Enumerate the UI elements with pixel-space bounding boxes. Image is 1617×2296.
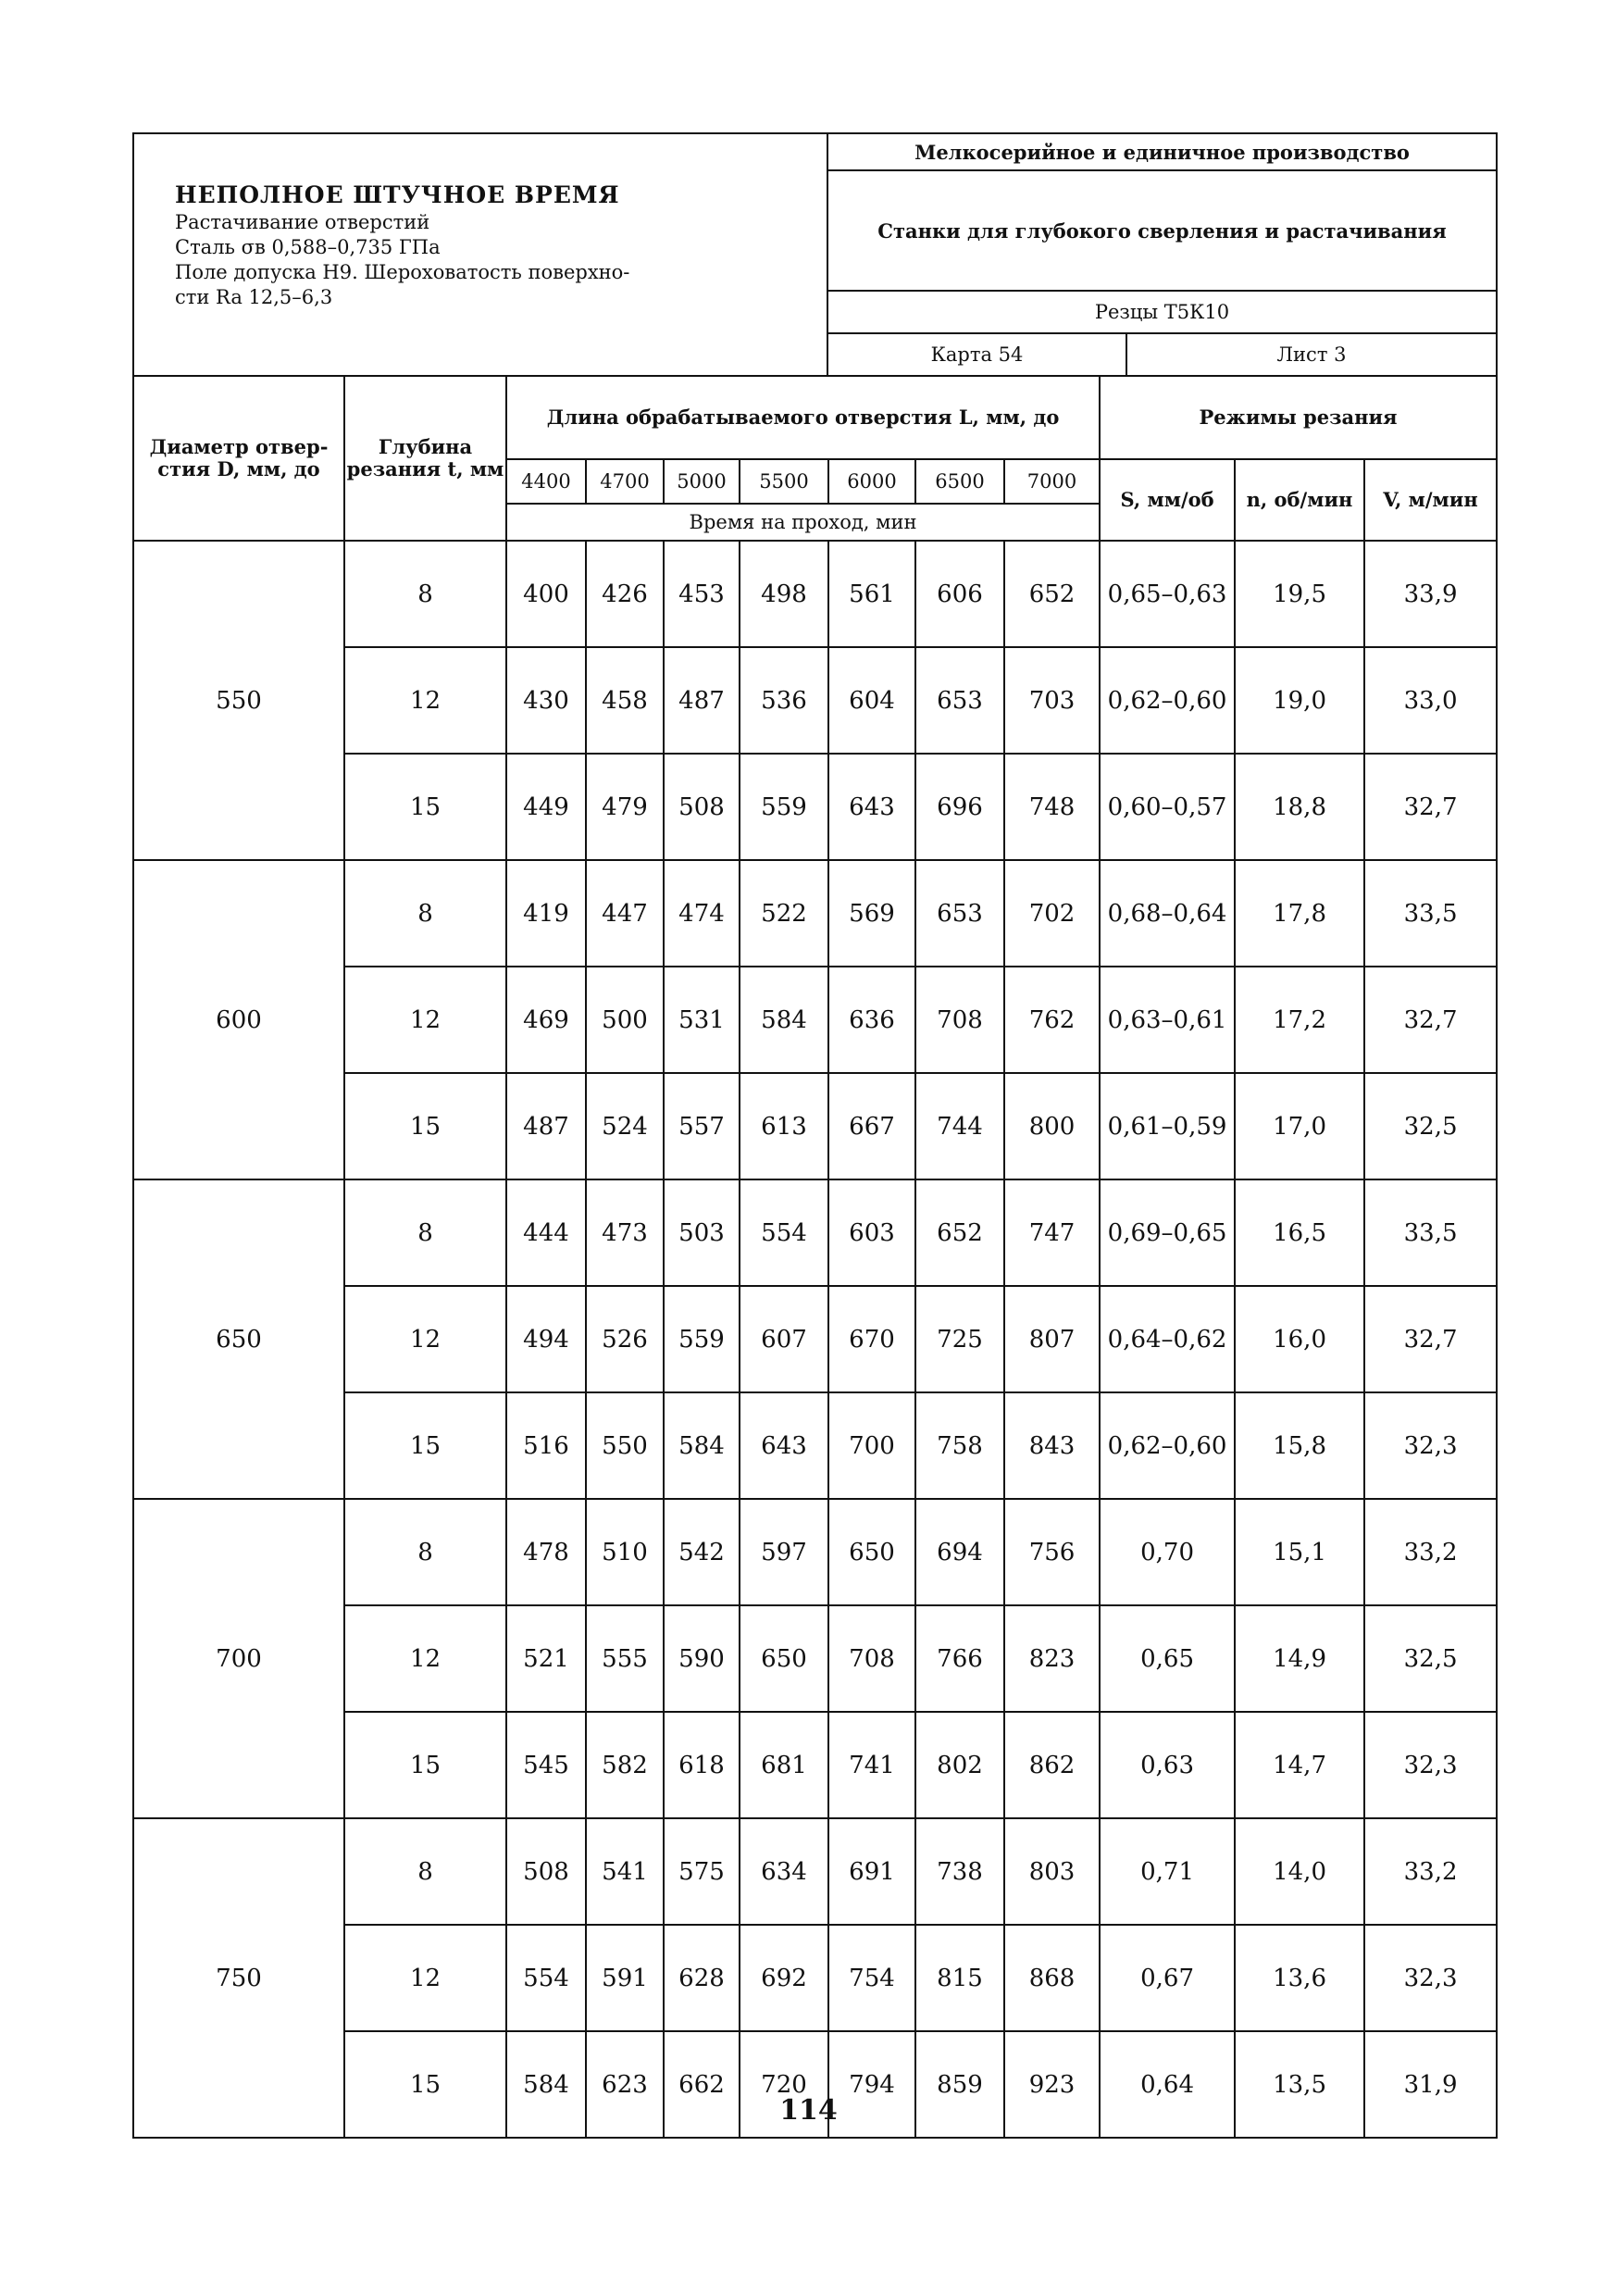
feed-cell: 0,65: [1100, 1605, 1235, 1712]
time-cell: 554: [506, 1925, 586, 2031]
table-body: [133, 541, 1497, 2138]
time-cell: 653: [915, 860, 1004, 967]
time-cell: 559: [664, 1286, 740, 1392]
time-cell: 590: [664, 1605, 740, 1712]
depth-cell: 15: [344, 1392, 506, 1499]
time-cell: 643: [740, 1392, 828, 1499]
speed-cell: 32,3: [1364, 1712, 1497, 1818]
time-cell: 766: [915, 1605, 1004, 1712]
time-cell: 700: [828, 1392, 915, 1499]
time-cell: 607: [740, 1286, 828, 1392]
rpm-cell: 14,7: [1235, 1712, 1364, 1818]
time-cell: 500: [586, 967, 664, 1073]
length-7000: 7000: [1004, 459, 1100, 504]
depth-cell: 12: [344, 1605, 506, 1712]
time-cell: 754: [828, 1925, 915, 2031]
rpm-cell: 17,0: [1235, 1073, 1364, 1179]
sheet-number: Лист 3: [1126, 333, 1497, 376]
depth-cell: 15: [344, 1073, 506, 1179]
speed-cell: 33,2: [1364, 1499, 1497, 1605]
time-cell: 487: [506, 1073, 586, 1179]
time-cell: 498: [740, 541, 828, 647]
time-cell: 618: [664, 1712, 740, 1818]
time-cell: 447: [586, 860, 664, 967]
depth-cell: 12: [344, 647, 506, 754]
cutter-type: Резцы Т5К10: [827, 291, 1497, 333]
time-cell: 584: [664, 1392, 740, 1499]
feed-cell: 0,70: [1100, 1499, 1235, 1605]
time-cell: 748: [1004, 754, 1100, 860]
time-cell: 545: [506, 1712, 586, 1818]
production-type: Мелкосерийное и единичное производство: [827, 133, 1497, 170]
time-cell: 662: [664, 2031, 740, 2138]
time-table: [132, 375, 1498, 2139]
header-block: [132, 132, 1498, 377]
time-cell: 815: [915, 1925, 1004, 2031]
time-cell: 696: [915, 754, 1004, 860]
time-cell: 744: [915, 1073, 1004, 1179]
time-cell: 458: [586, 647, 664, 754]
time-cell: 843: [1004, 1392, 1100, 1499]
length-4700: 4700: [586, 459, 664, 504]
time-cell: 670: [828, 1286, 915, 1392]
time-cell: 823: [1004, 1605, 1100, 1712]
feed-cell: 0,62–0,60: [1100, 1392, 1235, 1499]
time-cell: 542: [664, 1499, 740, 1605]
time-cell: 720: [740, 2031, 828, 2138]
feed-cell: 0,63: [1100, 1712, 1235, 1818]
rpm-cell: 15,8: [1235, 1392, 1364, 1499]
feed-cell: 0,68–0,64: [1100, 860, 1235, 967]
time-cell: 487: [664, 647, 740, 754]
table-row: [133, 860, 1497, 967]
rpm-cell: 14,9: [1235, 1605, 1364, 1712]
speed-cell: 33,9: [1364, 541, 1497, 647]
rpm-cell: 13,5: [1235, 2031, 1364, 2138]
time-cell: 522: [740, 860, 828, 967]
speed-cell: 31,9: [1364, 2031, 1497, 2138]
time-cell: 531: [664, 967, 740, 1073]
time-cell: 667: [828, 1073, 915, 1179]
feed-cell: 0,63–0,61: [1100, 967, 1235, 1073]
depth-cell: 15: [344, 1712, 506, 1818]
time-cell: 653: [915, 647, 1004, 754]
time-cell: 597: [740, 1499, 828, 1605]
diameter-cell: 700: [133, 1499, 344, 1818]
time-cell: 725: [915, 1286, 1004, 1392]
time-cell: 756: [1004, 1499, 1100, 1605]
speed-cell: 33,2: [1364, 1818, 1497, 1925]
feed-cell: 0,69–0,65: [1100, 1179, 1235, 1286]
time-cell: 524: [586, 1073, 664, 1179]
time-cell: 426: [586, 541, 664, 647]
time-cell: 521: [506, 1605, 586, 1712]
time-cell: 628: [664, 1925, 740, 2031]
time-cell: 741: [828, 1712, 915, 1818]
depth-cell: 12: [344, 1925, 506, 2031]
time-cell: 603: [828, 1179, 915, 1286]
time-cell: 803: [1004, 1818, 1100, 1925]
time-cell: 469: [506, 967, 586, 1073]
time-cell: 554: [740, 1179, 828, 1286]
time-cell: 584: [506, 2031, 586, 2138]
length-6500: 6500: [915, 459, 1004, 504]
time-cell: 582: [586, 1712, 664, 1818]
time-cell: 606: [915, 541, 1004, 647]
time-cell: 859: [915, 2031, 1004, 2138]
time-cell: 650: [740, 1605, 828, 1712]
feed-cell: 0,64–0,62: [1100, 1286, 1235, 1392]
time-cell: 444: [506, 1179, 586, 1286]
diameter-cell: 550: [133, 541, 344, 860]
time-cell: 584: [740, 967, 828, 1073]
depth-header: Глубина резания t, мм: [344, 376, 506, 541]
time-cell: 555: [586, 1605, 664, 1712]
time-cell: 868: [1004, 1925, 1100, 2031]
document-sheet: [132, 132, 1496, 2139]
time-cell: 652: [1004, 541, 1100, 647]
time-cell: 550: [586, 1392, 664, 1499]
feed-cell: 0,67: [1100, 1925, 1235, 2031]
length-6000: 6000: [828, 459, 915, 504]
time-cell: 575: [664, 1818, 740, 1925]
depth-cell: 8: [344, 1818, 506, 1925]
subtitle-line: сти Ra 12,5–6,3: [175, 286, 333, 308]
rpm-cell: 13,6: [1235, 1925, 1364, 2031]
time-cell: 604: [828, 647, 915, 754]
time-cell: 613: [740, 1073, 828, 1179]
time-cell: 526: [586, 1286, 664, 1392]
rpm-cell: 16,0: [1235, 1286, 1364, 1392]
time-cell: 800: [1004, 1073, 1100, 1179]
rpm-cell: 19,5: [1235, 541, 1364, 647]
time-cell: 541: [586, 1818, 664, 1925]
depth-cell: 8: [344, 1499, 506, 1605]
rpm-cell: 14,0: [1235, 1818, 1364, 1925]
depth-cell: 15: [344, 2031, 506, 2138]
subtitle-line: Растачивание отверстий: [175, 211, 430, 233]
time-cell: 510: [586, 1499, 664, 1605]
cutting-modes-header: Режимы резания: [1100, 376, 1497, 459]
time-cell: 708: [915, 967, 1004, 1073]
time-cell: 703: [1004, 647, 1100, 754]
machine-type: Станки для глубокого сверления и растачивания: [827, 170, 1497, 291]
time-cell: 559: [740, 754, 828, 860]
speed-cell: 32,3: [1364, 1392, 1497, 1499]
time-cell: 923: [1004, 2031, 1100, 2138]
speed-cell: 32,3: [1364, 1925, 1497, 2031]
time-cell: 636: [828, 967, 915, 1073]
time-cell: 643: [828, 754, 915, 860]
time-cell: 400: [506, 541, 586, 647]
time-cell: 862: [1004, 1712, 1100, 1818]
time-cell: 681: [740, 1712, 828, 1818]
time-cell: 694: [915, 1499, 1004, 1605]
time-cell: 652: [915, 1179, 1004, 1286]
speed-cell: 32,5: [1364, 1073, 1497, 1179]
time-cell: 479: [586, 754, 664, 860]
feed-cell: 0,71: [1100, 1818, 1235, 1925]
time-cell: 516: [506, 1392, 586, 1499]
page-number: 114: [779, 2094, 838, 2127]
speed-cell: 32,7: [1364, 967, 1497, 1073]
rpm-cell: 19,0: [1235, 647, 1364, 754]
time-cell: 561: [828, 541, 915, 647]
rpm-header: n, об/мин: [1235, 459, 1364, 541]
diameter-cell: 600: [133, 860, 344, 1179]
time-cell: 494: [506, 1286, 586, 1392]
time-cell: 692: [740, 1925, 828, 2031]
time-cell: 419: [506, 860, 586, 967]
length-4400: 4400: [506, 459, 586, 504]
rpm-cell: 17,8: [1235, 860, 1364, 967]
title-cell: [133, 133, 827, 376]
time-cell: 807: [1004, 1286, 1100, 1392]
table-row: [133, 541, 1497, 647]
time-cell: 747: [1004, 1179, 1100, 1286]
feed-header: S, мм/об: [1100, 459, 1235, 541]
feed-cell: 0,64: [1100, 2031, 1235, 2138]
time-cell: 623: [586, 2031, 664, 2138]
depth-cell: 12: [344, 1286, 506, 1392]
time-cell: 503: [664, 1179, 740, 1286]
subtitle-line: Сталь σв 0,588–0,735 ГПа: [175, 236, 441, 258]
time-cell: 591: [586, 1925, 664, 2031]
length-5000: 5000: [664, 459, 740, 504]
time-cell: 569: [828, 860, 915, 967]
diameter-header: Диаметр отвер-стия D, мм, до: [133, 376, 344, 541]
rpm-cell: 17,2: [1235, 967, 1364, 1073]
feed-cell: 0,65–0,63: [1100, 541, 1235, 647]
rpm-cell: 15,1: [1235, 1499, 1364, 1605]
depth-cell: 15: [344, 754, 506, 860]
time-cell: 702: [1004, 860, 1100, 967]
speed-cell: 32,7: [1364, 754, 1497, 860]
time-cell: 758: [915, 1392, 1004, 1499]
speed-cell: 33,0: [1364, 647, 1497, 754]
table-row: [133, 1818, 1497, 1925]
subtitle-line: Поле допуска Н9. Шероховатость поверхно-: [175, 261, 630, 283]
depth-cell: 8: [344, 860, 506, 967]
speed-header: V, м/мин: [1364, 459, 1497, 541]
time-cell: 762: [1004, 967, 1100, 1073]
time-cell: 557: [664, 1073, 740, 1179]
time-cell: 473: [586, 1179, 664, 1286]
time-cell: 474: [664, 860, 740, 967]
diameter-cell: 650: [133, 1179, 344, 1499]
feed-cell: 0,62–0,60: [1100, 647, 1235, 754]
time-cell: 738: [915, 1818, 1004, 1925]
length-header: Длина обрабатываемого отверстия L, мм, до: [506, 376, 1100, 459]
time-cell: 508: [506, 1818, 586, 1925]
speed-cell: 33,5: [1364, 1179, 1497, 1286]
time-cell: 536: [740, 647, 828, 754]
speed-cell: 32,5: [1364, 1605, 1497, 1712]
table-row: [133, 1499, 1497, 1605]
time-cell: 453: [664, 541, 740, 647]
time-cell: 478: [506, 1499, 586, 1605]
time-cell: 634: [740, 1818, 828, 1925]
time-cell: 802: [915, 1712, 1004, 1818]
length-5500: 5500: [740, 459, 828, 504]
speed-cell: 32,7: [1364, 1286, 1497, 1392]
depth-cell: 12: [344, 967, 506, 1073]
document-title: НЕПОЛНОЕ ШТУЧНОЕ ВРЕМЯ: [175, 181, 620, 208]
speed-cell: 33,5: [1364, 860, 1497, 967]
feed-cell: 0,60–0,57: [1100, 754, 1235, 860]
table-row: [133, 1179, 1497, 1286]
feed-cell: 0,61–0,59: [1100, 1073, 1235, 1179]
time-per-pass-header: Время на проход, мин: [506, 504, 1100, 541]
time-cell: 508: [664, 754, 740, 860]
time-cell: 708: [828, 1605, 915, 1712]
time-cell: 449: [506, 754, 586, 860]
diameter-cell: 750: [133, 1818, 344, 2138]
time-cell: 650: [828, 1499, 915, 1605]
time-cell: 691: [828, 1818, 915, 1925]
depth-cell: 8: [344, 541, 506, 647]
depth-cell: 8: [344, 1179, 506, 1286]
card-number: Карта 54: [827, 333, 1126, 376]
time-cell: 794: [828, 2031, 915, 2138]
time-cell: 430: [506, 647, 586, 754]
rpm-cell: 16,5: [1235, 1179, 1364, 1286]
rpm-cell: 18,8: [1235, 754, 1364, 860]
